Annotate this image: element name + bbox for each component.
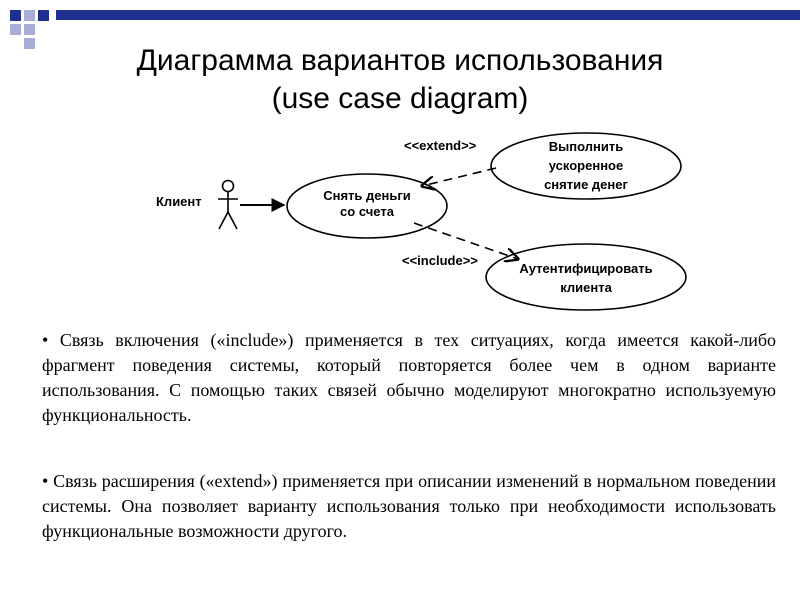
use-case-withdraw-line-1: Снять деньги — [323, 188, 411, 203]
decorative-square — [24, 10, 35, 21]
use-case-fast-withdraw-line-1: Выполнить — [548, 139, 624, 154]
decorative-square — [10, 24, 21, 35]
actor-label: Клиент — [156, 194, 202, 209]
title-accent-bar — [56, 10, 800, 20]
use-case-fast-withdraw-line-3: снятие денег — [544, 177, 628, 192]
decorative-square — [38, 10, 49, 21]
use-case-authenticate-line-1: Аутентифицировать — [519, 261, 653, 276]
title-line-1: Диаграмма вариантов использования — [136, 44, 664, 77]
include-description-paragraph: • Связь включения («include») применяется в тех ситуациях, когда имеется какой-либо фрагмент поведения системы, который повторяется более чем в одном варианте использования. С помощью таких связей обычно моделируют многократно используемую функциональность. — [42, 330, 776, 425]
extend-dependency-arrow — [422, 168, 496, 186]
use-case-authenticate-line-2: клиента — [560, 280, 612, 295]
decorative-square — [10, 10, 21, 21]
slide-title — [0, 42, 800, 118]
use-case-withdraw-line-2: со счета — [340, 204, 394, 219]
extend-label: <<extend>> — [404, 138, 477, 153]
extend-description-paragraph: • Связь расширения («extend») применяется при описании изменений в нормальном поведении системы. Она позволяет варианту использования только при необходимости использовать функциональные возможности другого. — [42, 471, 776, 541]
use-case-diagram — [140, 128, 700, 318]
title-line-2: (use case diagram) — [271, 82, 529, 115]
use-case-authenticate — [486, 244, 686, 310]
actor-figure — [218, 181, 238, 230]
use-case-fast-withdraw-line-2: ускоренное — [548, 158, 624, 173]
decorative-square — [24, 24, 35, 35]
include-label: <<include>> — [402, 253, 478, 268]
